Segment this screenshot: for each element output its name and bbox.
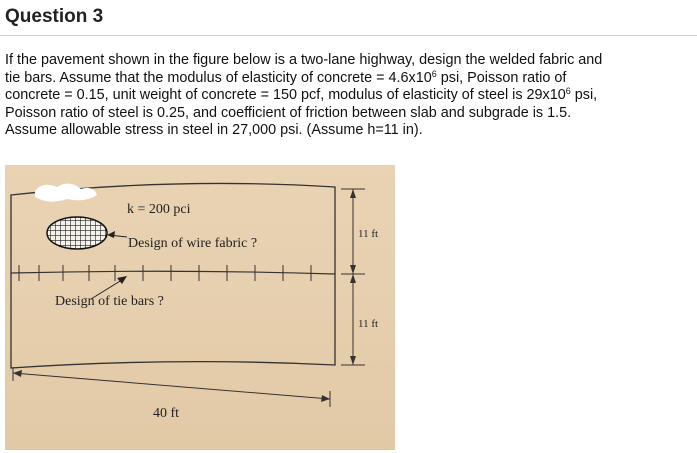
length-dimension xyxy=(13,367,330,407)
tie-bars xyxy=(19,265,311,281)
exponent: 6 xyxy=(431,68,437,79)
k-value-label: k = 200 pci xyxy=(127,202,191,217)
problem-line-4: Poisson ratio of steel is 0.25, and coefficient of friction between slab and subgrade is 1.5. xyxy=(5,104,572,121)
wire-fabric-label: Design of wire fabric ? xyxy=(128,236,258,251)
problem-line-2 xyxy=(5,70,695,88)
lane2-width-label: 11 ft xyxy=(358,318,379,330)
lane1-width-label: 11 ft xyxy=(358,228,379,240)
longitudinal-joint xyxy=(11,271,335,274)
problem-statement xyxy=(5,52,695,140)
problem-line-3-end: psi, xyxy=(570,87,598,103)
length-label: 40 ft xyxy=(153,406,180,421)
problem-line-5: Assume allowable stress in steel in 27,000 psi. (Assume h=11 in). xyxy=(5,122,423,138)
pavement-figure xyxy=(5,165,395,450)
problem-line-2-end: psi, Poisson ratio of xyxy=(436,69,567,86)
exponent: 6 xyxy=(565,86,571,96)
problem-line-3-text: concrete = 0.15, unit weight of concrete = 150 pcf, modulus of elasticity of steel is 29x10 xyxy=(5,87,566,103)
pavement-diagram xyxy=(5,165,395,450)
wire-fabric-arrow xyxy=(107,231,127,238)
problem-line-3 xyxy=(5,87,695,105)
problem-line-2-text: tie bars. Assume that the modulus of elasticity of concrete = 4.6x10 xyxy=(5,69,432,86)
problem-line-1: If the pavement shown in the figure below is a two-lane highway, design the welded fabric and xyxy=(5,52,603,68)
tie-bars-label: Design of tie bars ? xyxy=(55,294,164,309)
logo-blob xyxy=(35,183,97,201)
question-title: Question 3 xyxy=(5,6,104,27)
title-divider xyxy=(0,35,697,36)
wire-fabric-mesh xyxy=(47,217,107,249)
